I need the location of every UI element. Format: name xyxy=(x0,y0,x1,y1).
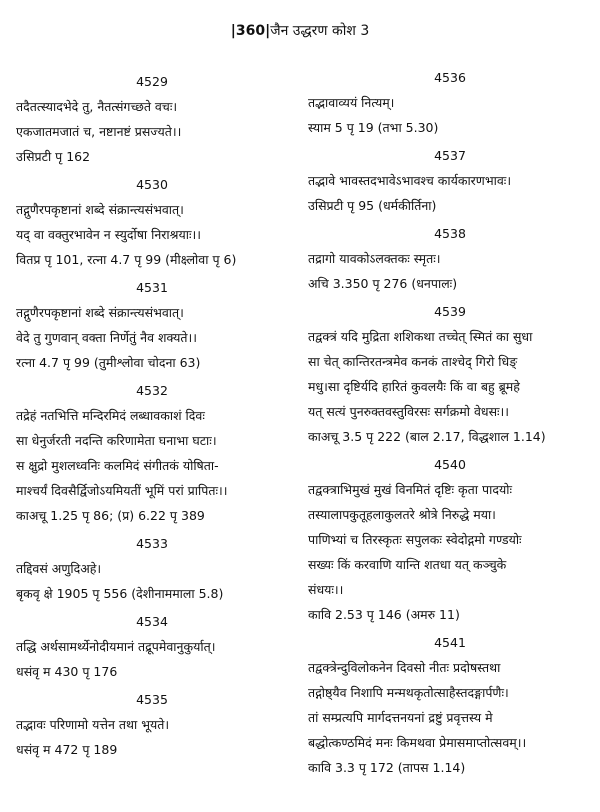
verse-line: तद्भावे भावस्तदभावेऽभावश्च कार्यकारणभावः। xyxy=(308,173,512,188)
source-reference: धसंवृ म 430 पृ 176 xyxy=(16,664,118,679)
verse-line: माश्चर्यं दिवसैर्द्विजोऽयमियतीं भूमिं परां प्रापितः।। xyxy=(16,483,228,498)
verse-line: संधयः।। xyxy=(308,582,344,597)
verse-line: एकजातमजातं च, नष्टानष्टं प्रसज्यते।। xyxy=(16,124,182,139)
quotation-entry xyxy=(16,534,288,603)
quotation-entry xyxy=(308,302,592,446)
quotation-entry xyxy=(16,381,288,525)
entry-number: 4540 xyxy=(434,457,466,472)
source-reference: बृकवृ क्षे 1905 पृ 556 (देशीनाममाला 5.8) xyxy=(16,586,224,601)
verse-line: तद्वक्त्रेन्दुविलोकनेन दिवसो नीतः प्रदोषस्तथा xyxy=(308,660,501,675)
source-reference: काअचू 3.5 पृ 222 (बाल 2.17, विद्धशाल 1.14) xyxy=(308,429,546,444)
source-reference: अचि 3.350 पृ 276 (धनपालः) xyxy=(308,276,458,291)
source-reference: कावि 2.53 पृ 146 (अमरु 11) xyxy=(308,607,460,622)
quotation-entry xyxy=(308,455,592,624)
page-number: |360| xyxy=(230,23,271,39)
source-reference: उसिप्रटी पृ 162 xyxy=(16,149,91,164)
entry-number: 4541 xyxy=(434,635,466,650)
verse-line: तस्यालापकुतूहलाकुलतरे श्रोत्रे निरुद्धे मया। xyxy=(308,507,496,522)
quotation-entry xyxy=(308,68,592,137)
left-column xyxy=(16,72,288,768)
verse-line: तद्धि अर्थसामर्थ्येनोदीयमानं तद्रूपमेवानुकुर्यात्। xyxy=(16,639,216,654)
quotation-entry xyxy=(16,175,288,269)
verse-line: तद्गोष्ठ्यैव निशापि मन्मथकृतोत्साहैस्तदङ्गार्पणैः। xyxy=(308,685,509,700)
verse-line: तद्दिवसं अणुदिअहे। xyxy=(16,561,102,576)
verse-line: तद्गुणैरपकृष्टानां शब्दे संक्रान्त्यसंभवात्। xyxy=(16,202,184,217)
verse-line: तद्गुणैरपकृष्टानां शब्दे संक्रान्त्यसंभवात्। xyxy=(16,305,184,320)
verse-line: बद्धोत्कण्ठमिदं मनः किमथवा प्रेमासमाप्तोत्सवम्।। xyxy=(308,735,527,750)
entry-number: 4538 xyxy=(434,226,466,241)
quotation-entry xyxy=(308,633,592,777)
entry-number: 4534 xyxy=(136,614,168,629)
book-title: जैन उद्धरण कोश 3 xyxy=(270,23,370,39)
source-reference: स्याम 5 पृ 19 (तभा 5.30) xyxy=(308,120,439,135)
verse-line: सा धेनुर्जरती नदन्ति करिणामेता घनाभा घटाः। xyxy=(16,433,217,448)
entry-number: 4532 xyxy=(136,383,168,398)
entry-number: 4539 xyxy=(434,304,466,319)
verse-line: तद्वक्त्राभिमुखं मुखं विनमितं दृष्टिः कृता पादयोः xyxy=(308,482,512,497)
source-reference: धसंवृ म 472 पृ 189 xyxy=(16,742,118,757)
verse-line: सख्यः किं करवाणि यान्ति शतधा यत् कञ्चुके xyxy=(308,557,507,572)
verse-line: यद् वा वक्तुरभावेन न स्युर्दोषा निराश्रयाः।। xyxy=(16,227,201,242)
quotation-entry xyxy=(16,690,288,759)
source-reference: वितप्र पृ 101, रत्ना 4.7 पृ 99 (मीक्ष्लोवा पृ 6) xyxy=(16,252,237,267)
quotation-entry xyxy=(308,146,592,215)
entry-number: 4533 xyxy=(136,536,168,551)
verse-line: तद्रागो यावकोऽलक्तकः स्मृतः। xyxy=(308,251,441,266)
entry-number: 4536 xyxy=(434,70,466,85)
entry-number: 4531 xyxy=(136,280,168,295)
verse-line: तद्वक्त्रं यदि मुद्रिता शशिकथा तच्चेत् स्मितं का सुधा xyxy=(308,329,533,344)
verse-line: सा चेत् कान्तिरतन्त्रमेव कनकं ताश्चेद् गिरो धिङ् xyxy=(308,354,518,369)
source-reference: कावि 3.3 पृ 172 (तापस 1.14) xyxy=(308,760,466,775)
source-reference: काअचू 1.25 पृ 86; (प्र) 6.22 पृ 389 xyxy=(16,508,205,523)
verse-line: तद्भावाव्ययं नित्यम्। xyxy=(308,95,395,110)
source-reference: उसिप्रटी पृ 95 (धर्मकीर्तिना) xyxy=(308,198,437,213)
verse-line: तां सम्प्रत्यपि मार्गदत्तनयनां द्रष्टुं प्रवृत्तस्य मे xyxy=(308,710,493,725)
entry-number: 4530 xyxy=(136,177,168,192)
quotation-entry xyxy=(308,224,592,293)
page-header xyxy=(0,22,600,40)
verse-line: यत् सत्यं पुनरुक्तवस्तुविरसः सर्गक्रमो वेधसः।। xyxy=(308,404,510,419)
entry-number: 4535 xyxy=(136,692,168,707)
verse-line: वेदे तु गुणवान् वक्ता निर्णेतुं नैव शक्यते।। xyxy=(16,330,198,345)
verse-line: स क्षुद्रो मुशलध्वनिः कलमिदं संगीतकं योषिता- xyxy=(16,458,219,473)
entry-number: 4529 xyxy=(136,74,168,89)
verse-line: मधु।सा दृष्टिर्यदि हारितं कुवलयैः किं वा बहु ब्रूमहे xyxy=(308,379,520,394)
quotation-entry xyxy=(16,612,288,681)
entry-number: 4537 xyxy=(434,148,466,163)
quotation-entry xyxy=(16,72,288,166)
source-reference: रत्ना 4.7 पृ 99 (तुमीश्लोवा चोदना 63) xyxy=(16,355,201,370)
right-column xyxy=(308,68,592,786)
verse-line: तद्रेहं नतभित्ति मन्दिरमिदं लब्धावकाशं दिवः xyxy=(16,408,205,423)
verse-line: पाणिभ्यां च तिरस्कृतः सपुलकः स्वेदोद्गमो गण्डयोः xyxy=(308,532,522,547)
verse-line: तद्भावः परिणामो यत्तेन तथा भूयते। xyxy=(16,717,170,732)
verse-line: तदैतत्स्यादभेदे तु, नैतत्संगच्छते वचः। xyxy=(16,99,178,114)
quotation-entry xyxy=(16,278,288,372)
